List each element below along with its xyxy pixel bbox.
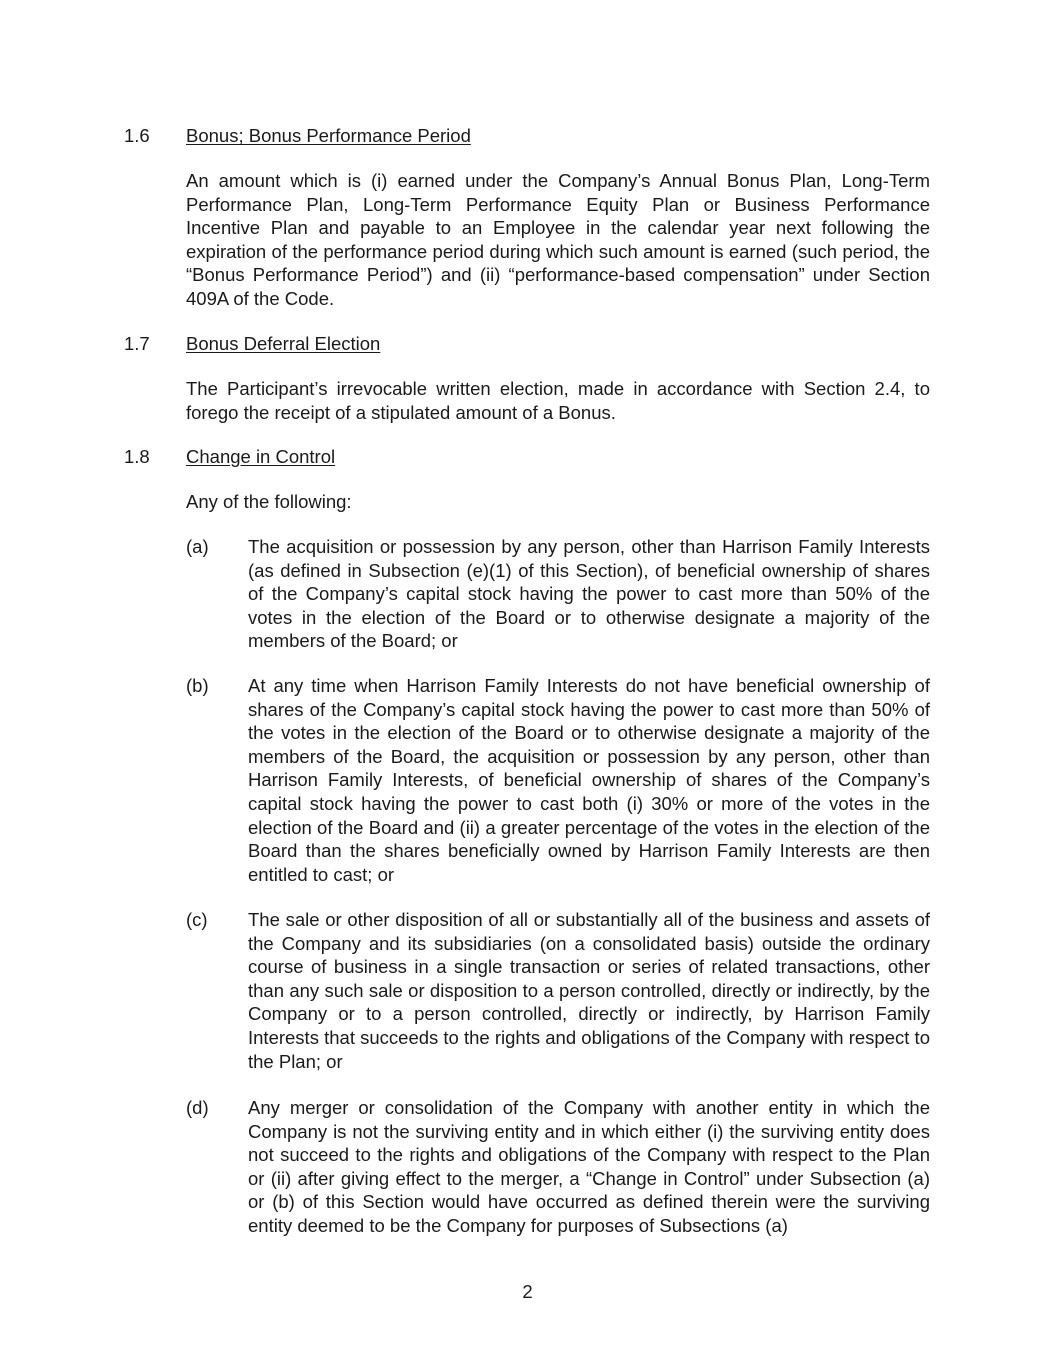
section-title: Change in Control <box>186 446 336 467</box>
list-item-label: (b) <box>186 675 209 696</box>
page-number: 2 <box>522 1281 533 1302</box>
list-item-text: The sale or other disposition of all or substantially all of the business and assets of the Company and its subsidiaries (on a consolidated basis) outside the ordinary course of business in a single transaction or series of related transactions, other than any such sale or disposition to a person controlled, directly or indirectly, by the Company or to a person controlled, directly or indirectly, by Harrison Family Interests that succeeds to the rights and obligations of the Company with respect to the Plan; or <box>248 909 930 1072</box>
section-number: 1.8 <box>124 446 150 467</box>
list-item-label: (a) <box>186 536 209 557</box>
list-item-a <box>186 535 930 653</box>
list-item-label: (d) <box>186 1097 209 1118</box>
list-item-text: Any merger or consolidation of the Company with another entity in which the Company is not the surviving entity and in which either (i) the surviving entity does not succeed to the rights and obligations of the Company with respect to the Plan or (ii) after giving effect to the merger, a “Change in Control” under Subsection (a) or (b) of this Section would have occurred as defined therein were the surviving entity deemed to be the Company for purposes of Subsections (a) <box>248 1097 930 1236</box>
section-number: 1.7 <box>124 333 150 354</box>
list-item-label: (c) <box>186 909 208 930</box>
list-item-text: The acquisition or possession by any person, other than Harrison Family Interests (as defined in Subsection (e)(1) of this Section), of beneficial ownership of shares of the Company’s capital stock having the power to cast more than 50% of the votes in the election of the Board or to otherwise designate a majority of the members of the Board; or <box>248 536 930 652</box>
section-body-1-6: An amount which is (i) earned under the Company’s Annual Bonus Plan, Long-Term Performance Plan, Long-Term Performance Equity Plan or Business Performance Incentive Plan and payable to an Employee in the calendar year next following the expiration of the performance period during which such amount is earned (such period, the “Bonus Performance Period”) and (ii) “performance-based compensation” under Section 409A of the Code. <box>186 170 930 309</box>
list-item-b <box>186 674 930 886</box>
section-title: Bonus; Bonus Performance Period <box>186 125 471 146</box>
list-item-d <box>186 1096 930 1238</box>
list-item-c <box>186 908 930 1073</box>
section-heading-1-6 <box>124 124 930 148</box>
section-body-1-7: The Participant’s irrevocable written election, made in accordance with Section 2.4, to forego the receipt of a stipulated amount of a Bonus. <box>186 378 930 423</box>
section-heading-1-7 <box>124 332 930 356</box>
list-item-text: At any time when Harrison Family Interests do not have beneficial ownership of shares of the Company’s capital stock having the power to cast more than 50% of the votes in the election of the Board or to otherwise designate a majority of the members of the Board, the acquisition or possession by any person, other than Harrison Family Interests, of beneficial ownership of shares of the Company’s capital stock having the power to cast both (i) 30% or more of the votes in the election of the Board and (ii) a greater percentage of the votes in the election of the Board than the shares beneficially owned by Harrison Family Interests are then entitled to cast; or <box>248 675 930 885</box>
section-heading-1-8 <box>124 445 930 469</box>
section-body-1-8: Any of the following: <box>186 491 352 512</box>
section-number: 1.6 <box>124 125 150 146</box>
section-title: Bonus Deferral Election <box>186 333 381 354</box>
